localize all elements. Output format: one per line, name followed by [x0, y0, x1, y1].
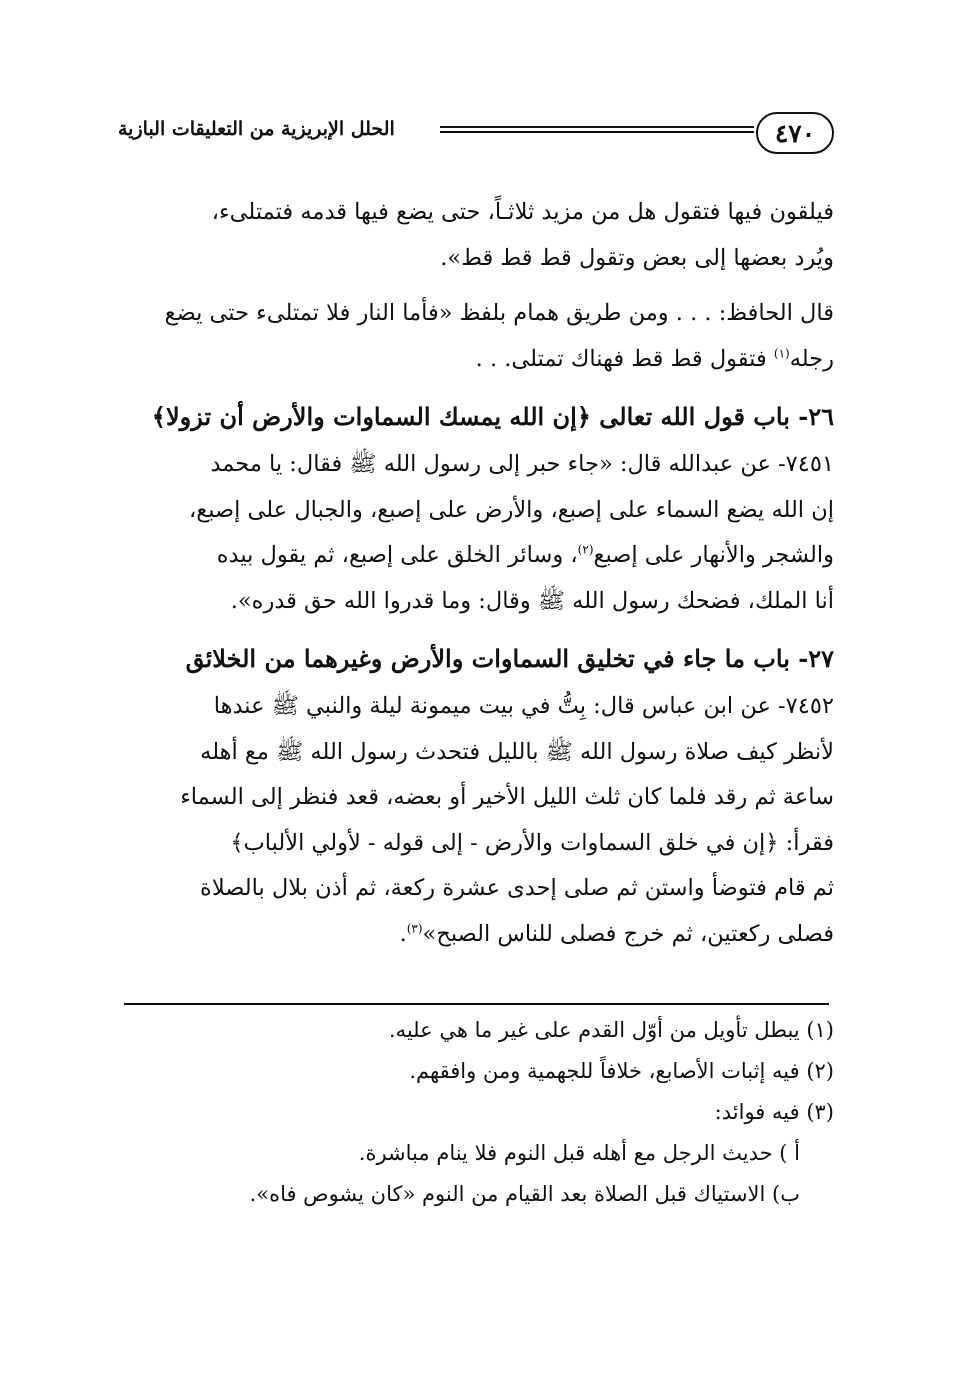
- footnote-3: (٣) فيه فوائد:: [714, 1100, 834, 1124]
- paragraph-hafiz: [118, 291, 834, 382]
- footnote-ref-3: (٣): [406, 921, 423, 935]
- text-line: [118, 533, 834, 579]
- text-line: فيلقون فيها فتقول هل من مزيد ثلاثـاً، حتى يضع فيها قدمه فتمتلىء،: [211, 199, 834, 225]
- text-line: ساعة ثم رقد فلما كان ثلث الليل الأخير أو بعضه، قعد فنظر إلى السماء: [180, 784, 834, 810]
- text-span: ، وسائر الخلق على إصبع، ثم يقول بيده: [216, 542, 578, 568]
- footnote-ref-2: (٢): [577, 542, 594, 557]
- footnote-3-item-b: ب) الاستياك قبل الصلاة بعد القيام من النوم «كان يشوص فاه».: [249, 1182, 800, 1206]
- footnote-divider: [124, 1003, 829, 1005]
- chapter-heading-27: ٢٧- باب ما جاء في تخليق السماوات والأرض وغيرهما من الخلائق: [185, 644, 834, 673]
- text-line: إن الله يضع السماء على إصبع، والأرض على إصبع، والجبال على إصبع،: [189, 496, 834, 523]
- page-header: [118, 112, 834, 156]
- page-number: ٤٧٠: [756, 112, 834, 154]
- text-span: .: [399, 920, 407, 947]
- text-span: فتقول قط قط فهناك تمتلى. . .: [475, 345, 774, 372]
- text-line: [118, 337, 834, 383]
- text-span: رجله: [789, 345, 834, 372]
- running-title: الحلل الإبريزية من التعليقات البازية: [118, 118, 395, 140]
- footnote-3-item-a: أ ) حديث الرجل مع أهله قبل النوم فلا ينام مباشرة.: [358, 1141, 800, 1165]
- text-line: ٧٤٥١- عن عبدالله قال: «جاء حبر إلى رسول الله ﷺ فقال: يا محمد: [210, 451, 834, 477]
- text-line: ويُرد بعضها إلى بعض وتقول قط قط قط».: [440, 244, 834, 271]
- text-line: فقرأ: ﴿إن في خلق السماوات والأرض - إلى قوله - لأولي الألباب﴾: [230, 829, 834, 856]
- text-line: ثم قام فتوضأ واستن ثم صلى إحدى عشرة ركعة، ثم أذن بلال بالصلاة: [200, 875, 834, 901]
- footnotes: [118, 1010, 834, 1215]
- header-rule: [440, 126, 754, 138]
- hadith-7452: [118, 684, 834, 957]
- text-line: ٧٤٥٢- عن ابن عباس قال: بِتُّ في بيت ميمونة ليلة والنبي ﷺ عندها: [213, 693, 834, 719]
- footnote-ref-1: (١): [773, 346, 790, 360]
- footnote-1: (١) يبطل تأويل من أوّل القدم على غير ما هي عليه.: [388, 1018, 834, 1042]
- text-line: لأنظر كيف صلاة رسول الله ﷺ بالليل فتحدث رسول الله ﷺ مع أهله: [200, 738, 834, 765]
- text-span: والشجر والأنهار على إصبع: [593, 542, 834, 568]
- footnote-2: (٢) فيه إثبات الأصابع، خلافاً للجهمية ومن وافقهم.: [409, 1059, 834, 1083]
- text-line: [118, 912, 834, 958]
- text-line: أنا الملك، فضحك رسول الله ﷺ وقال: وما قدروا الله حق قدره».: [230, 587, 834, 614]
- text-span: فصلى ركعتين، ثم خرج فصلى للناس الصبح»: [422, 920, 834, 947]
- hadith-7451: [118, 442, 834, 624]
- main-text: [118, 190, 834, 967]
- chapter-heading-26: ٢٦- باب قول الله تعالى ﴿إن الله يمسك السماوات والأرض أن تزولا﴾: [151, 402, 834, 431]
- paragraph-continuation: [118, 190, 834, 281]
- text-line: قال الحافظ: . . . ومن طريق همام بلفظ «فأما النار فلا تمتلىء حتى يضع: [164, 300, 834, 326]
